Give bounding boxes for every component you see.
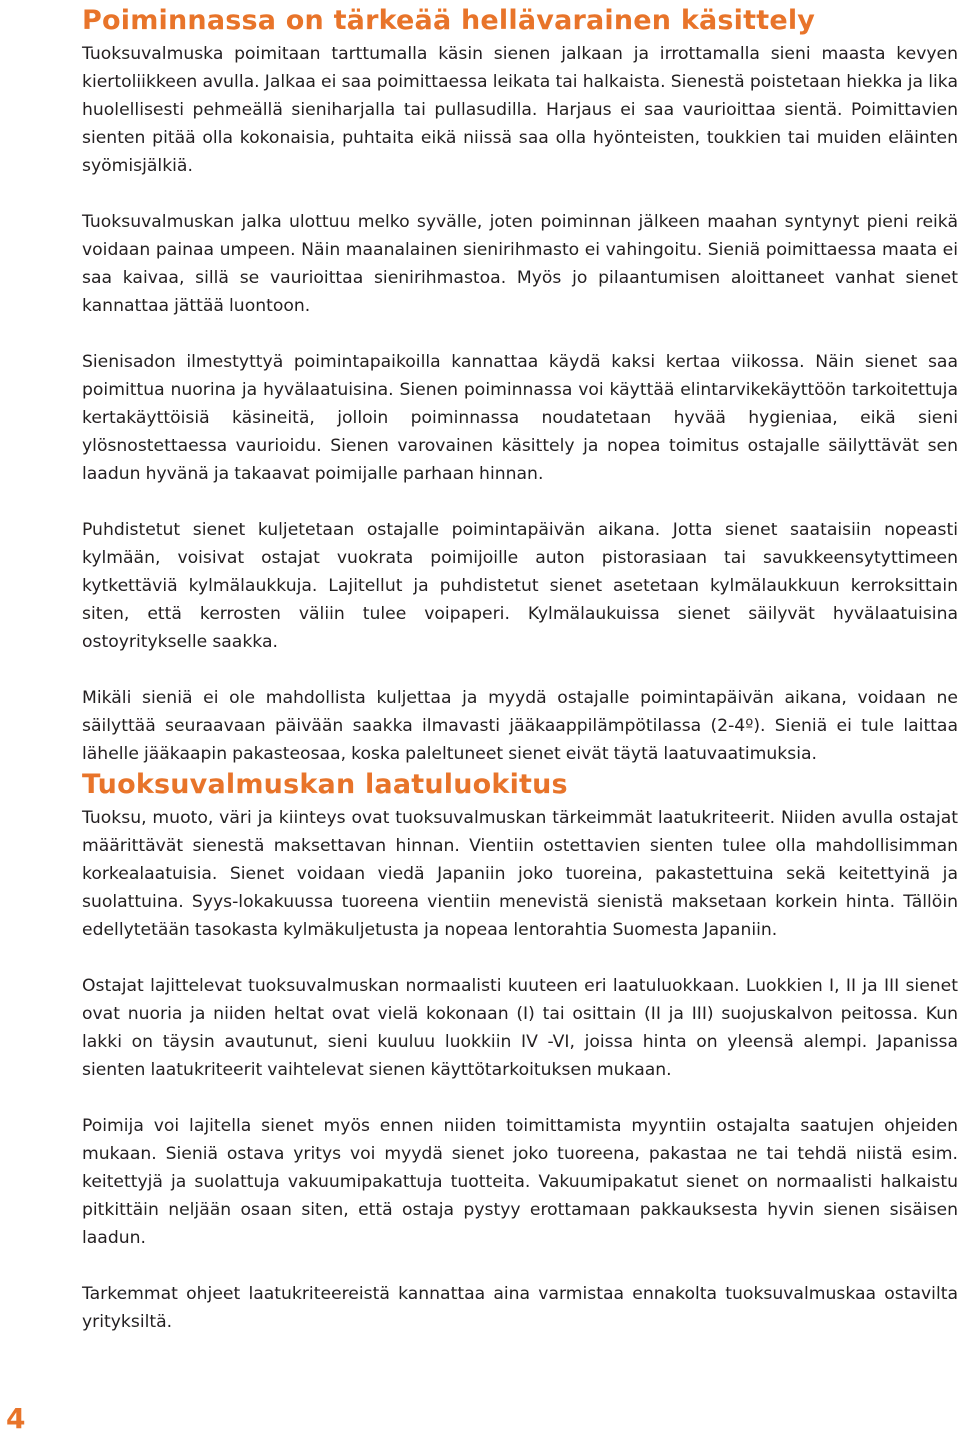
paragraph: Tarkemmat ohjeet laatukriteereistä kannattaa aina varmistaa ennakolta tuoksuvalmuskaa ostavilta yrityksiltä. (82, 1284, 958, 1332)
paragraph: Poimija voi lajitella sienet myös ennen niiden toimittamista myyntiin ostajalta saatujen ohjeiden mukaan. Sieniä ostava yritys voi myydä sienet joko tuoreena, pakastaa ne tai tehdä niistä esim. keitettyjä ja suolattuja vakuumipakattuja tuotteita. Vakuumipakatut sienet on normaalisti halkaistu pitkittäin neljään osaan siten, että ostaja pystyy erottamaan pakkauksesta hyvin sienen sisäisen laadun. (82, 1116, 958, 1248)
section-heading-quality-classification: Tuoksuvalmuskan laatuluokitus (82, 769, 568, 800)
document-page (82, 4, 958, 1336)
paragraph: Mikäli sieniä ei ole mahdollista kuljettaa ja myydä ostajalle poimintapäivän aikana, voidaan ne säilyttää seuraavaan päivään saakka ilmavasti jääkaappilämpötilassa (2-4º). Sieniä ei tule laittaa lähelle jääkaapin pakasteosaa, koska paleltuneet sienet eivät täytä laatuvaatimuksia. (82, 688, 958, 764)
paragraph: Puhdistetut sienet kuljetetaan ostajalle poimintapäivän aikana. Jotta sienet saataisiin nopeasti kylmään, voisivat ostajat vuokrata poimijoille auton pistorasiaan tai savukkeensytyttimeen kytkettäviä kylmälaukkuja. Lajitellut ja puhdistetut sienet asetetaan kylmälaukkuun kerroksittain siten, että kerrosten väliin tulee voipaperi. Kylmälaukuissa sienet säilyvät hyvälaatuisina ostoyritykselle saakka. (82, 520, 958, 652)
paragraph: Tuoksuvalmuskan jalka ulottuu melko syvälle, joten poiminnan jälkeen maahan syntynyt pieni reikä voidaan painaa umpeen. Näin maanalainen sienirihmasto ei vahingoitu. Sieniä poimittaessa maata ei saa kaivaa, sillä se vaurioittaa sienirihmastoa. Myös jo pilaantumisen aloittaneet vanhat sienet kannattaa jättää luontoon. (82, 212, 958, 316)
paragraph: Sienisadon ilmestyttyä poimintapaikoilla kannattaa käydä kaksi kertaa viikossa. Näin sienet saa poimittua nuorina ja hyvälaatuisina. Sienen poiminnassa voi käyttää elintarvikekäyttöön tarkoitettuja kertakäyttöisiä käsineitä, jolloin poiminnassa noudatetaan hyvää hygieniaa, eikä sieni ylösnostettaessa vaurioidu. Sienen varovainen käsittely ja nopea toimitus ostajalle säilyttävät sen laadun hyvänä ja takaavat poimijalle parhaan hinnan. (82, 352, 958, 484)
paragraph: Tuoksu, muoto, väri ja kiinteys ovat tuoksuvalmuskan tärkeimmät laatukriteerit. Niiden avulla ostajat määrittävät sienestä maksettavan hinnan. Vientiin ostettavien sienten tulee olla mahdollisimman korkealaatuisia. Sienet voidaan viedä Japaniin joko tuoreina, pakastettuina sekä keitettyinä ja suolattuina. Syys-lokakuussa tuoreena vientiin menevistä sienistä maksetaan korkein hinta. Tällöin edellytetään tasokasta kylmäkuljetusta ja nopeaa lentorahtia Suomesta Japaniin. (82, 808, 958, 940)
page-number: 4 (6, 1402, 26, 1435)
section-heading-handling: Poiminnassa on tärkeää hellävarainen käsittely (82, 5, 816, 36)
paragraph: Ostajat lajittelevat tuoksuvalmuskan normaalisti kuuteen eri laatuluokkaan. Luokkien I, II ja III sienet ovat nuoria ja niiden heltat ovat vielä kokonaan (I) tai osittain (II ja III) suojuskalvon peitossa. Kun lakki on täysin avautunut, sieni kuuluu luokkiin IV -VI, joissa hinta on yleensä alempi. Japanissa sienten laatukriteerit vaihtelevat sienen käyttötarkoituksen mukaan. (82, 976, 958, 1080)
paragraph: Tuoksuvalmuska poimitaan tarttumalla käsin sienen jalkaan ja irrottamalla sieni maasta kevyen kiertoliikkeen avulla. Jalkaa ei saa poimittaessa leikata tai halkaista. Sienestä poistetaan hiekka ja lika huolellisesti pehmeällä sieniharjalla tai pullasudilla. Harjaus ei saa vaurioittaa sientä. Poimittavien sienten pitää olla kokonaisia, puhtaita eikä niissä saa olla hyönteisten, toukkien tai muiden eläinten syömisjälkiä. (82, 44, 958, 176)
